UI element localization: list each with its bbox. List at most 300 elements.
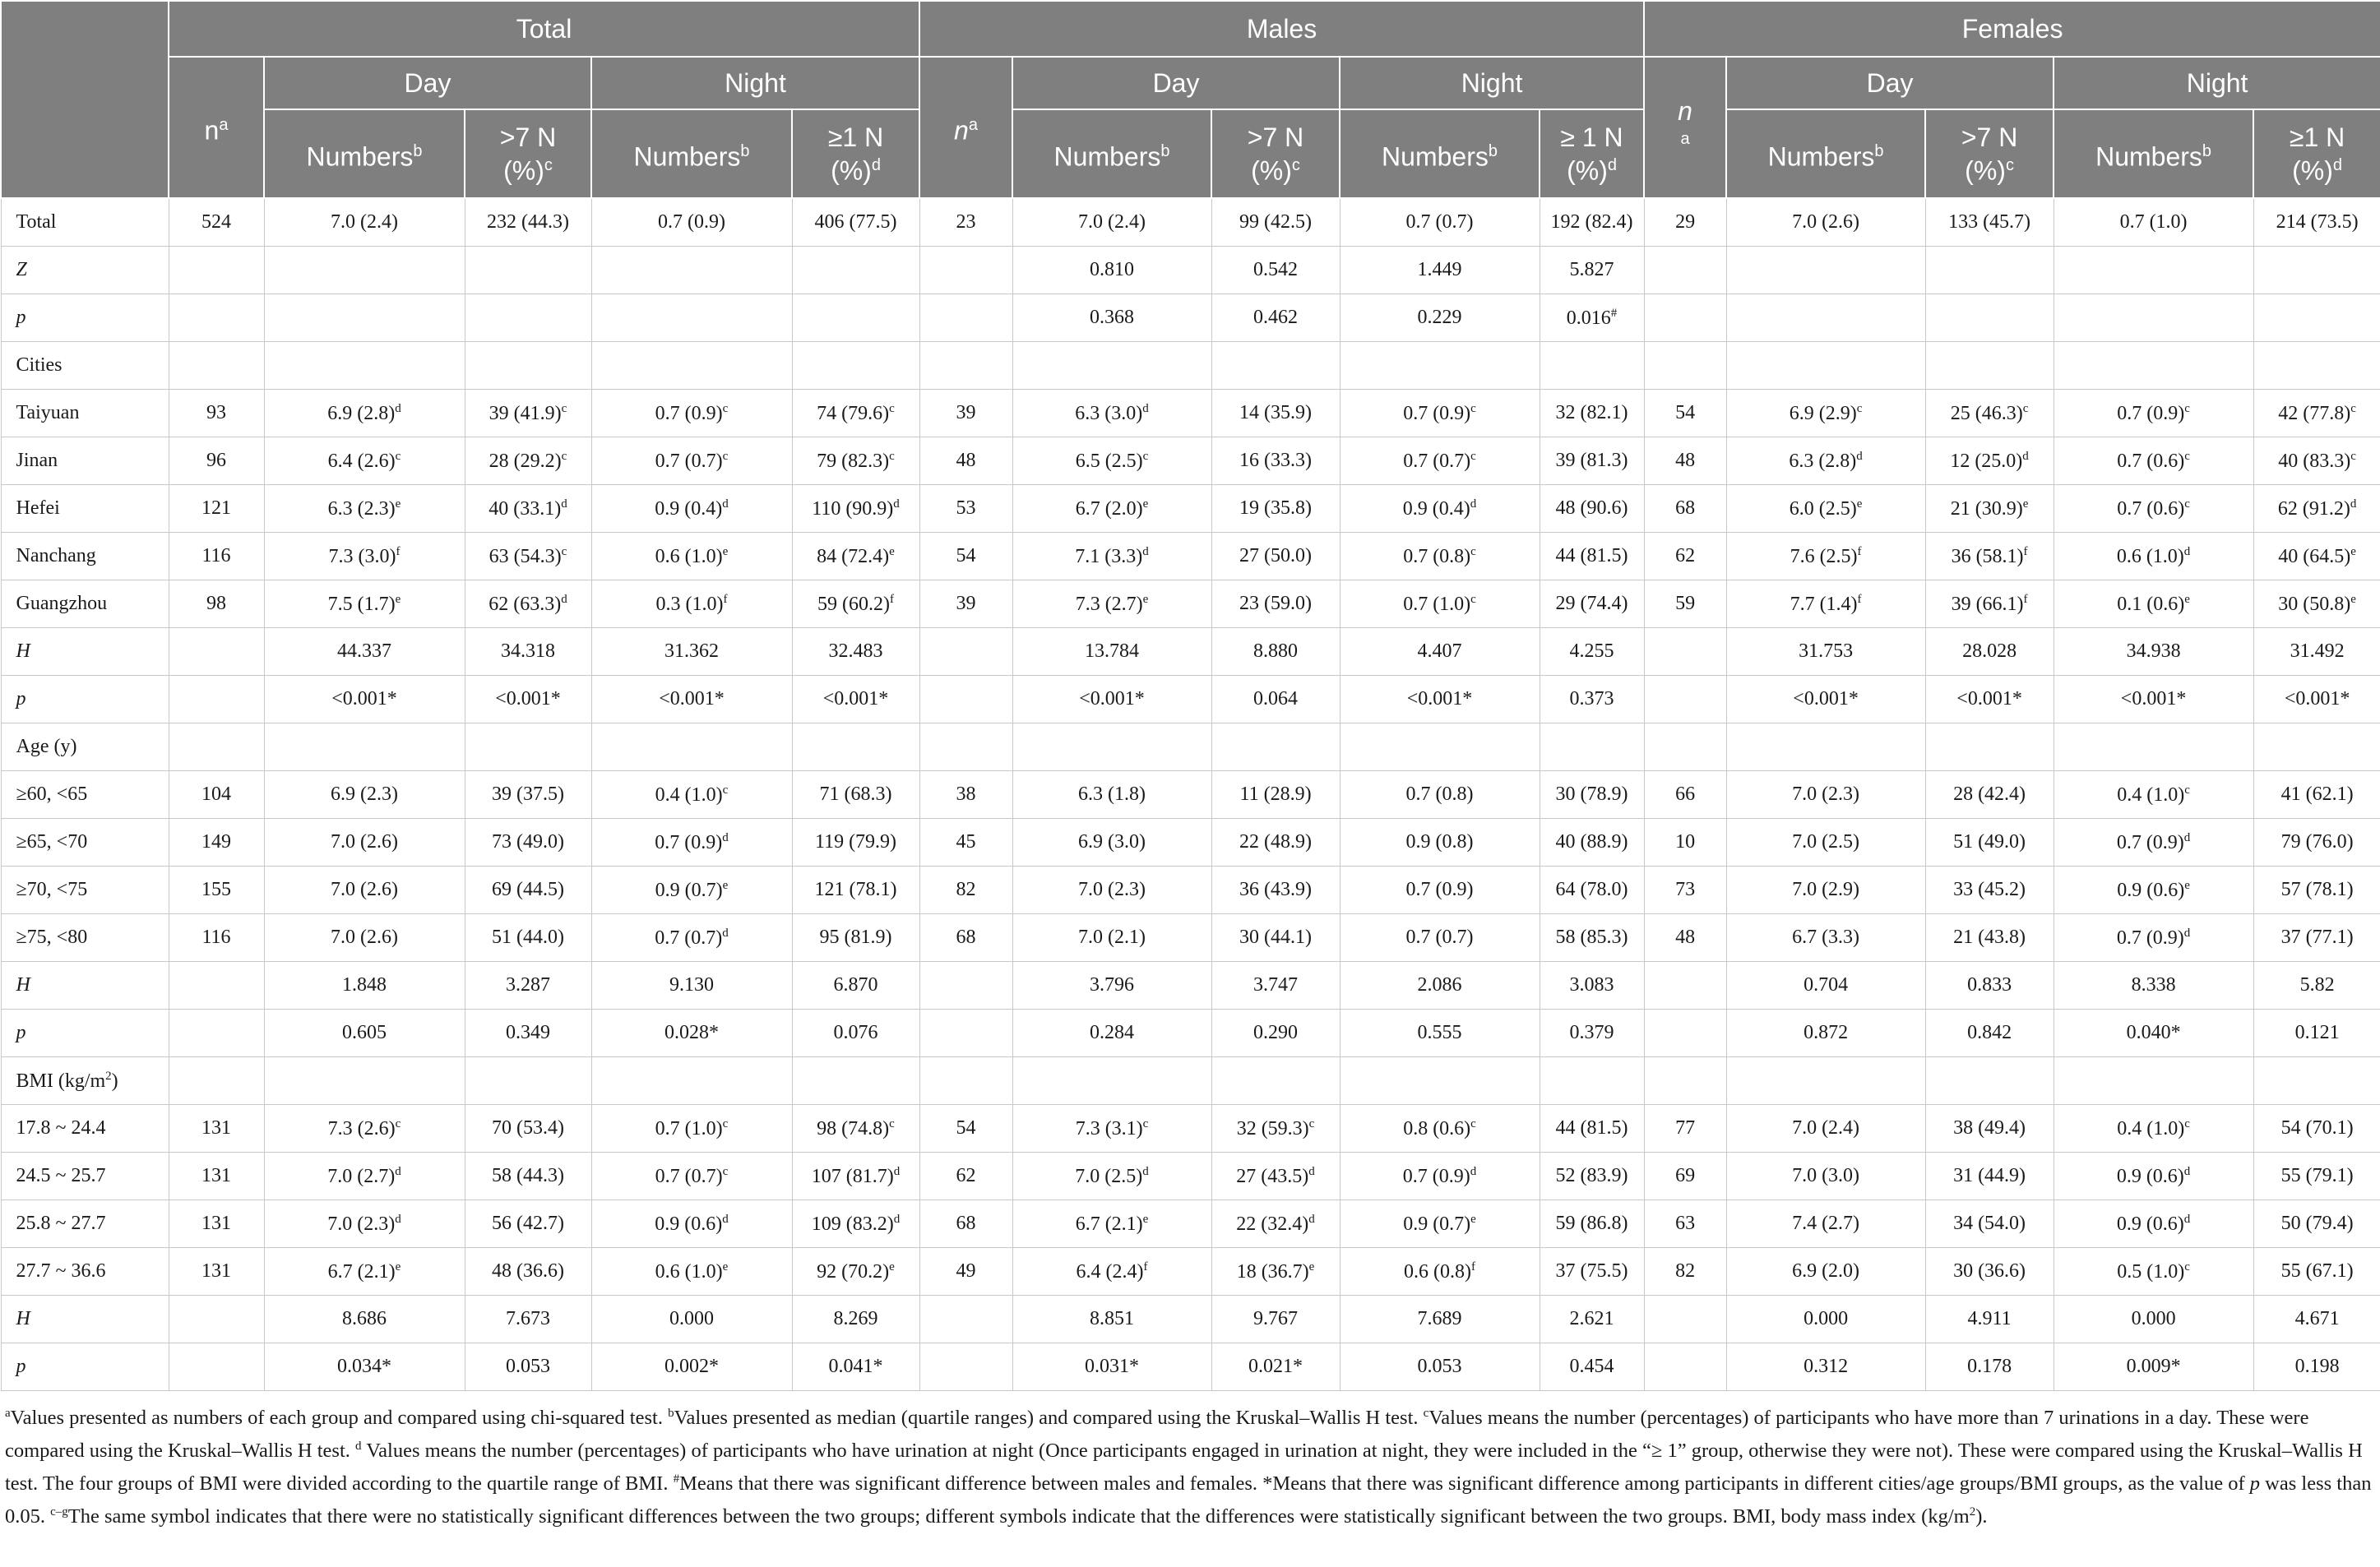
table-cell: 30 (44.1) (1211, 914, 1340, 962)
empty-cell (1540, 342, 1644, 390)
empty-cell (264, 342, 465, 390)
table-cell: 121 (169, 485, 264, 533)
table-cell: 93 (169, 390, 264, 437)
table-cell: 0.7 $(0.7)^c$ (591, 437, 792, 485)
table-cell: 133 (45.7) (1925, 198, 2054, 247)
table-cell: 8.686 (264, 1296, 465, 1343)
table-cell: 33 (45.2) (1925, 867, 2054, 914)
table-row (1, 533, 2380, 580)
empty-cell (792, 342, 919, 390)
footnote-text: was less than 0.05. (5, 1472, 2372, 1528)
table-cell: 55 (79.1) (2253, 1153, 2380, 1200)
table-cell: 0.4 $(1.0)^c$ (2054, 771, 2253, 819)
table-cell: 0.8 $(0.6)^c$ (1340, 1105, 1540, 1153)
table-cell: 104 (169, 771, 264, 819)
header-day-pct: >7 N (%)$^c$ (1211, 109, 1340, 198)
table-cell: 39 (919, 580, 1012, 628)
table-cell: 69 (44.5) (465, 867, 591, 914)
table-cell: 0.4 $(1.0)^c$ (2054, 1105, 2253, 1153)
row-label: 27.7 ~ 36.6 (1, 1248, 169, 1296)
table-cell: 0.349 (465, 1010, 591, 1057)
table-cell: <0.001* (591, 676, 792, 723)
table-cell: 155 (169, 867, 264, 914)
table-footnotes (0, 1391, 2380, 1532)
empty-cell (1644, 1057, 1726, 1105)
row-label: ≥75, <80 (1, 914, 169, 962)
empty-cell (1012, 342, 1211, 390)
table-cell: 40 $(33.1)^d$ (465, 485, 591, 533)
empty-cell (169, 1057, 264, 1105)
table-cell: 7.3 $(3.0)^f$ (264, 533, 465, 580)
table-header (1, 1, 2380, 198)
empty-cell (2054, 723, 2253, 771)
table-cell: 1.848 (264, 962, 465, 1010)
table-row (1, 580, 2380, 628)
table-cell: 6.5 $(2.5)^c$ (1012, 437, 1211, 485)
table-cell: 0.6 $(1.0)^d$ (2054, 533, 2253, 580)
table-cell: 5.82 (2253, 962, 2380, 1010)
table-cell: 98 (169, 580, 264, 628)
table-cell: 39 $(41.9)^c$ (465, 390, 591, 437)
table-cell: 7.0 $(2.7)^d$ (264, 1153, 465, 1200)
table-cell: 52 (83.9) (1540, 1153, 1644, 1200)
empty-cell (1644, 723, 1726, 771)
table-cell: 7.3 $(2.7)^e$ (1012, 580, 1211, 628)
footnote-text: Values means the number (percentages) of participants who have more than 7 urinations in a day. These were compared using the Kruskal–Wallis H test. (5, 1407, 2309, 1463)
table-cell: 3.747 (1211, 962, 1340, 1010)
table-cell: 7.0 (3.0) (1726, 1153, 1925, 1200)
table-cell: 0.7 $(0.8)^c$ (1340, 533, 1540, 580)
table-cell: 0.198 (2253, 1343, 2380, 1391)
table-cell: 6.4 $(2.4)^f$ (1012, 1248, 1211, 1296)
table-row (1, 198, 2380, 247)
table-cell: 3.287 (465, 962, 591, 1010)
table-cell: 0.9 $(0.7)^e$ (1340, 1200, 1540, 1248)
table-cell: 7.0 (2.6) (264, 914, 465, 962)
table-cell: 7.5 $(1.7)^e$ (264, 580, 465, 628)
row-label: Jinan (1, 437, 169, 485)
table-cell: 59 (1644, 580, 1726, 628)
table-cell: 406 (77.5) (792, 198, 919, 247)
table-cell: 0.7 (1.0) (2054, 198, 2253, 247)
table-row (1, 867, 2380, 914)
table-cell: 0.312 (1726, 1343, 1925, 1391)
table-cell: 59 (86.8) (1540, 1200, 1644, 1248)
empty-cell (792, 1057, 919, 1105)
empty-cell (264, 723, 465, 771)
table-cell (169, 676, 264, 723)
table-cell: 7.0 $(2.3)^d$ (264, 1200, 465, 1248)
table-cell: 6.9 $(2.9)^c$ (1726, 390, 1925, 437)
empty-cell (919, 342, 1012, 390)
row-label: Nanchang (1, 533, 169, 580)
table-cell: 79 $(82.3)^c$ (792, 437, 919, 485)
header-day-females: Day (1726, 57, 2054, 109)
row-label: p (1, 676, 169, 723)
footnote-marker: c (1423, 1407, 1429, 1420)
table-cell: 6.7 $(2.0)^e$ (1012, 485, 1211, 533)
table-cell: 14 (35.9) (1211, 390, 1340, 437)
table-cell: 7.6 $(2.5)^f$ (1726, 533, 1925, 580)
section-label: Cities (1, 342, 169, 390)
section-row (1, 342, 2380, 390)
table-cell: 54 (919, 533, 1012, 580)
table-cell: 7.7 $(1.4)^f$ (1726, 580, 1925, 628)
empty-cell (2054, 342, 2253, 390)
table-cell: 0.368 (1012, 294, 1211, 342)
row-label: ≥60, <65 (1, 771, 169, 819)
header-day-numbers: Numbers$^b$ (1726, 109, 1925, 198)
table-cell: 4.911 (1925, 1296, 2054, 1343)
table-cell: 0.064 (1211, 676, 1340, 723)
table-cell: 71 (68.3) (792, 771, 919, 819)
table-cell (919, 962, 1012, 1010)
table-cell: 0.031* (1012, 1343, 1211, 1391)
table-cell: 32.483 (792, 628, 919, 676)
table-cell: 6.9 (3.0) (1012, 819, 1211, 867)
header-n-total: $n^a$ (169, 57, 264, 198)
table-cell: 2.621 (1540, 1296, 1644, 1343)
table-cell: 96 (169, 437, 264, 485)
header-night-pct: ≥1 N (%)$^d$ (792, 109, 919, 198)
table-cell: 0.6 $(1.0)^e$ (591, 1248, 792, 1296)
section-row (1, 723, 2380, 771)
table-cell (1726, 294, 1925, 342)
table-cell: 0.9 $(0.6)^d$ (2054, 1200, 2253, 1248)
table-cell (169, 1010, 264, 1057)
table-cell: 62 $(91.2)^d$ (2253, 485, 2380, 533)
table-cell: 0.9 $(0.4)^d$ (1340, 485, 1540, 533)
table-cell: 0.3 $(1.0)^f$ (591, 580, 792, 628)
table-cell (792, 294, 919, 342)
table-cell: 13.784 (1012, 628, 1211, 676)
table-cell: 68 (919, 914, 1012, 962)
table-cell: 6.3 $(2.8)^d$ (1726, 437, 1925, 485)
table-cell: 18 $(36.7)^e$ (1211, 1248, 1340, 1296)
table-row (1, 1105, 2380, 1153)
table-cell: 48 (90.6) (1540, 485, 1644, 533)
table-cell: 45 (919, 819, 1012, 867)
table-cell: 0.7 $(0.7)^c$ (591, 1153, 792, 1200)
table-cell (169, 628, 264, 676)
row-label: Guangzhou (1, 580, 169, 628)
empty-cell (1012, 1057, 1211, 1105)
table-cell: 131 (169, 1248, 264, 1296)
footnote-text: ). (1975, 1505, 1988, 1528)
table-cell: 31.362 (591, 628, 792, 676)
empty-cell (591, 723, 792, 771)
table-cell: 9.130 (591, 962, 792, 1010)
table-cell: <0.001* (2054, 676, 2253, 723)
table-cell (1644, 1010, 1726, 1057)
table-cell (591, 294, 792, 342)
table-cell: 6.9 $(2.8)^d$ (264, 390, 465, 437)
header-night-numbers: Numbers$^b$ (2054, 109, 2253, 198)
table-cell: <0.001* (465, 676, 591, 723)
table-cell: 0.7 $(0.6)^c$ (2054, 437, 2253, 485)
table-cell: 48 (36.6) (465, 1248, 591, 1296)
table-cell: 69 (1644, 1153, 1726, 1200)
table-cell (264, 294, 465, 342)
table-cell: 0.000 (1726, 1296, 1925, 1343)
header-night-females: Night (2054, 57, 2380, 109)
table-cell: 0.542 (1211, 247, 1340, 294)
table-cell: 0.7 $(0.9)^d$ (2054, 819, 2253, 867)
table-cell: 37 (75.5) (1540, 1248, 1644, 1296)
table-cell: 7.0 (2.4) (1012, 198, 1211, 247)
group-header-males: Males (919, 1, 1644, 57)
table-cell: 6.7 $(2.1)^e$ (1012, 1200, 1211, 1248)
table-cell: 0.040* (2054, 1010, 2253, 1057)
table-cell: 44 (81.5) (1540, 533, 1644, 580)
table-cell: 23 (919, 198, 1012, 247)
table-cell: 99 (42.5) (1211, 198, 1340, 247)
row-label: H (1, 1296, 169, 1343)
table-cell: 44.337 (264, 628, 465, 676)
table-cell: 7.673 (465, 1296, 591, 1343)
table-cell: 36 $(58.1)^f$ (1925, 533, 2054, 580)
footnote-text: Means that there was significant difference between males and females. *Means that there was significant difference among participants in different cities/age groups/BMI groups, as the value of (679, 1472, 2250, 1495)
table-row (1, 771, 2380, 819)
table-cell: 107 $(81.7)^d$ (792, 1153, 919, 1200)
empty-cell (591, 1057, 792, 1105)
table-cell: 74 $(79.6)^c$ (792, 390, 919, 437)
footnote-marker: b (668, 1407, 674, 1420)
table-cell: 28 (42.4) (1925, 771, 2054, 819)
empty-cell (1925, 342, 2054, 390)
table-cell (1644, 676, 1726, 723)
header-night-total: Night (591, 57, 919, 109)
table-cell: 0.121 (2253, 1010, 2380, 1057)
row-label: Hefei (1, 485, 169, 533)
table-cell: 7.1 $(3.3)^d$ (1012, 533, 1211, 580)
table-cell: 41 (62.1) (2253, 771, 2380, 819)
table-row (1, 819, 2380, 867)
table-cell (2054, 247, 2253, 294)
table-cell: 2.086 (1340, 962, 1540, 1010)
row-label: 24.5 ~ 25.7 (1, 1153, 169, 1200)
table-cell: 0.7 $(0.6)^c$ (2054, 485, 2253, 533)
table-cell: 0.833 (1925, 962, 2054, 1010)
empty-cell (1211, 342, 1340, 390)
table-cell: 68 (1644, 485, 1726, 533)
table-cell: 11 (28.9) (1211, 771, 1340, 819)
table-cell: 116 (169, 533, 264, 580)
header-corner (1, 1, 169, 198)
table-cell: 42 $(77.8)^c$ (2253, 390, 2380, 437)
table-cell: 51 (49.0) (1925, 819, 2054, 867)
table-cell: 50 (79.4) (2253, 1200, 2380, 1248)
table-cell: 25 $(46.3)^c$ (1925, 390, 2054, 437)
table-cell: 44 (81.5) (1540, 1105, 1644, 1153)
footnote-marker: c–g (50, 1505, 68, 1519)
table-row (1, 294, 2380, 342)
row-label: ≥65, <70 (1, 819, 169, 867)
table-cell: 0.009* (2054, 1343, 2253, 1391)
section-label: BMI $(kg/m^2)$ (1, 1057, 169, 1105)
table-cell (1644, 962, 1726, 1010)
table-cell: 58 (44.3) (465, 1153, 591, 1200)
table-cell: 0.9 $(0.4)^d$ (591, 485, 792, 533)
table-cell: 7.3 $(3.1)^c$ (1012, 1105, 1211, 1153)
table-cell: 19 (35.8) (1211, 485, 1340, 533)
table-cell: 39 $(66.1)^f$ (1925, 580, 2054, 628)
table-cell: 4.407 (1340, 628, 1540, 676)
table-cell: 37 (77.1) (2253, 914, 2380, 962)
table-row (1, 485, 2380, 533)
table-cell: 53 (919, 485, 1012, 533)
empty-cell (169, 723, 264, 771)
row-label: ≥70, <75 (1, 867, 169, 914)
table-cell: 7.689 (1340, 1296, 1540, 1343)
table-cell (919, 1010, 1012, 1057)
table-cell: 7.0 (2.1) (1012, 914, 1211, 962)
empty-cell (465, 342, 591, 390)
empty-cell (264, 1057, 465, 1105)
table-cell (169, 294, 264, 342)
table-cell: 6.3 $(2.3)^e$ (264, 485, 465, 533)
table-cell (169, 247, 264, 294)
table-cell (2054, 294, 2253, 342)
table-cell: 0.9 $(0.6)^e$ (2054, 867, 2253, 914)
table-cell: 95 (81.9) (792, 914, 919, 962)
row-label: H (1, 962, 169, 1010)
empty-cell (1540, 723, 1644, 771)
table-cell: 57 (78.1) (2253, 867, 2380, 914)
table-cell: 73 (49.0) (465, 819, 591, 867)
table-cell: 7.0 (2.3) (1012, 867, 1211, 914)
table-cell: 6.7 $(2.1)^e$ (264, 1248, 465, 1296)
row-label: 17.8 ~ 24.4 (1, 1105, 169, 1153)
table-cell: 0.290 (1211, 1010, 1340, 1057)
table-cell: 82 (919, 867, 1012, 914)
table-cell: <0.001* (264, 676, 465, 723)
table-row (1, 914, 2380, 962)
table-cell: 6.0 $(2.5)^e$ (1726, 485, 1925, 533)
table-cell: 0.1 $(0.6)^e$ (2054, 580, 2253, 628)
table-cell: 0.7 $(1.0)^c$ (1340, 580, 1540, 628)
table-cell: 28 $(29.2)^c$ (465, 437, 591, 485)
table-cell: 6.870 (792, 962, 919, 1010)
table-cell: 9.767 (1211, 1296, 1340, 1343)
empty-cell (1726, 723, 1925, 771)
header-day-numbers: Numbers$^b$ (264, 109, 465, 198)
section-label: Age (y) (1, 723, 169, 771)
row-label: p (1, 1343, 169, 1391)
row-label: Total (1, 198, 169, 247)
table-cell: 8.338 (2054, 962, 2253, 1010)
empty-cell (792, 723, 919, 771)
table-cell (169, 1296, 264, 1343)
table-cell: 48 (1644, 437, 1726, 485)
table-cell: 0.178 (1925, 1343, 2054, 1391)
table-cell: 32 (82.1) (1540, 390, 1644, 437)
table-cell: 6.9 (2.0) (1726, 1248, 1925, 1296)
table-cell: 98 $(74.8)^c$ (792, 1105, 919, 1153)
table-cell (1925, 294, 2054, 342)
table-cell: 30 (78.9) (1540, 771, 1644, 819)
footnote-marker: # (673, 1472, 680, 1486)
table-cell: 30 (36.6) (1925, 1248, 2054, 1296)
empty-cell (1925, 1057, 2054, 1105)
table-cell: 28.028 (1925, 628, 2054, 676)
table-cell (591, 247, 792, 294)
table-cell: 63 (1644, 1200, 1726, 1248)
table-cell: 16 (33.3) (1211, 437, 1340, 485)
table-cell: 38 (919, 771, 1012, 819)
table-cell: 49 (919, 1248, 1012, 1296)
table-cell: 21 $(30.9)^e$ (1925, 485, 2054, 533)
table-cell: 38 (49.4) (1925, 1105, 2054, 1153)
table-cell (1726, 247, 1925, 294)
table-cell: 8.880 (1211, 628, 1340, 676)
table-cell (1644, 294, 1726, 342)
header-day-males: Day (1012, 57, 1340, 109)
table-cell: 0.454 (1540, 1343, 1644, 1391)
table-cell: 66 (1644, 771, 1726, 819)
table-cell: 0.555 (1340, 1010, 1540, 1057)
empty-cell (1726, 342, 1925, 390)
table-row (1, 676, 2380, 723)
table-cell: 0.7 (0.9) (591, 198, 792, 247)
table-cell: <0.001* (1925, 676, 2054, 723)
empty-cell (1340, 1057, 1540, 1105)
table-cell: 0.6 $(1.0)^e$ (591, 533, 792, 580)
row-label: 25.8 ~ 27.7 (1, 1200, 169, 1248)
table-cell: 79 (76.0) (2253, 819, 2380, 867)
table-cell: 7.0 (2.6) (264, 819, 465, 867)
table-cell: 0.053 (465, 1343, 591, 1391)
table-cell: 55 (67.1) (2253, 1248, 2380, 1296)
header-night-pct: ≥1 N (%)$^d$ (2253, 109, 2380, 198)
table-row (1, 1200, 2380, 1248)
table-cell: 23 (59.0) (1211, 580, 1340, 628)
table-cell (2253, 247, 2380, 294)
table-cell: 22 (48.9) (1211, 819, 1340, 867)
table-cell: 0.704 (1726, 962, 1925, 1010)
table-cell: 34 (54.0) (1925, 1200, 2054, 1248)
table-cell: <0.001* (1726, 676, 1925, 723)
table-cell (169, 962, 264, 1010)
table-cell: 0.810 (1012, 247, 1211, 294)
table-cell: 6.7 (3.3) (1726, 914, 1925, 962)
header-day-numbers: Numbers$^b$ (1012, 109, 1211, 198)
table-cell: 0.000 (2054, 1296, 2253, 1343)
header-n-females: n $^a$ (1644, 57, 1726, 198)
header-night-numbers: Numbers$^b$ (591, 109, 792, 198)
footnote-marker: 2 (1969, 1505, 1976, 1519)
table-cell: 32 $(59.3)^c$ (1211, 1105, 1340, 1153)
table-row (1, 437, 2380, 485)
table-cell: 39 (81.3) (1540, 437, 1644, 485)
row-label: Taiyuan (1, 390, 169, 437)
header-night-pct: ≥ 1 N (%)$^d$ (1540, 109, 1644, 198)
table-cell (919, 676, 1012, 723)
table-cell: 30 $(50.8)^e$ (2253, 580, 2380, 628)
table-cell: <0.001* (2253, 676, 2380, 723)
table-cell: 12 $(25.0)^d$ (1925, 437, 2054, 485)
table-cell: 116 (169, 914, 264, 962)
table-cell: 59 $(60.2)^f$ (792, 580, 919, 628)
header-n-males: $n^a$ (919, 57, 1012, 198)
table-cell: 7.4 (2.7) (1726, 1200, 1925, 1248)
table-cell: 6.4 $(2.6)^c$ (264, 437, 465, 485)
empty-cell (2054, 1057, 2253, 1105)
table-cell: <0.001* (792, 676, 919, 723)
table-row (1, 1248, 2380, 1296)
table-cell: 62 $(63.3)^d$ (465, 580, 591, 628)
table-cell: 0.7 $(0.9)^d$ (591, 819, 792, 867)
